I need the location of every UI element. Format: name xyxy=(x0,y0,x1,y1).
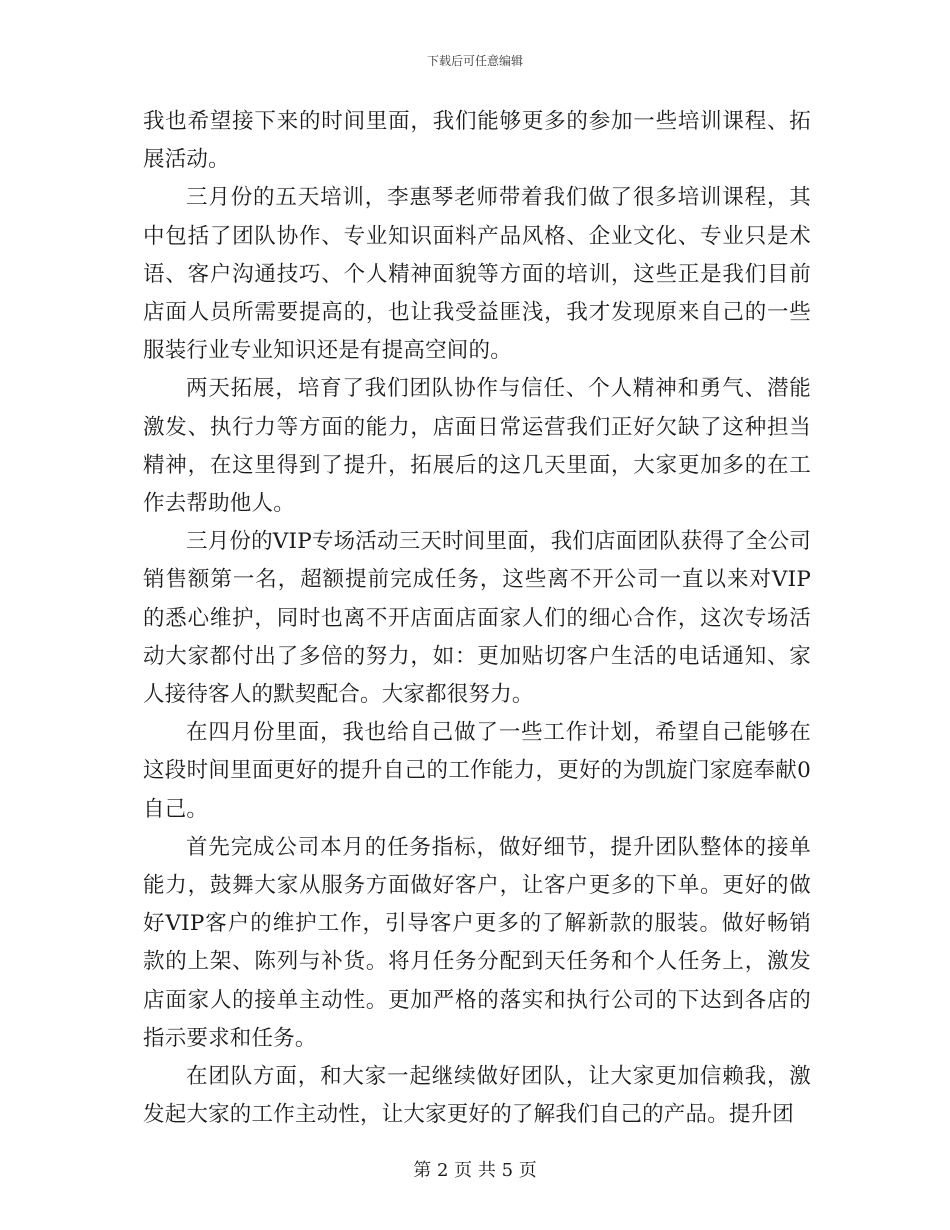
paragraph-outdoor-training: 两天拓展，培育了我们团队协作与信任、个人精神和勇气、潜能激发、执行力等方面的能力，店面日常运营我们正好欠缺了这种担当精神，在这里得到了提升，拓展后的这几天里面，大家更加多的在工作去帮助他人。 xyxy=(143,376,811,517)
paragraph-task-goals: 首先完成公司本月的任务指标，做好细节，提升团队整体的接单能力，鼓舞大家从服务方面做好客户，让客户更多的下单。更好的做好VIP客户的维护工作，引导客户更多的了解新款的服装。做好畅销款的上架、陈列与补货。将月任务分配到天任务和个人任务上，激发店面家人的接单主动性。更加严格的落实和执行公司的下达到各店的指示要求和任务。 xyxy=(143,834,811,1051)
page-footer: 第 2 页 共 5 页 xyxy=(413,1160,537,1181)
document-body xyxy=(143,103,811,1134)
paragraph-vip-event: 三月份的VIP专场活动三天时间里面，我们店面团队获得了全公司销售额第一名，超额提前完成任务，这些离不开公司一直以来对VIP的悉心维护，同时也离不开店面店面家人们的细心合作，这次专场活动大家都付出了多倍的努力，如：更加贴切客户生活的电话通知、家人接待客人的默契配合。大家都很努力。 xyxy=(143,529,811,708)
page-header: 下载后可任意编辑 xyxy=(426,54,523,68)
paragraph-continuation: 我也希望接下来的时间里面，我们能够更多的参加一些培训课程、拓展活动。 xyxy=(143,109,811,173)
paragraph-april-plan: 在四月份里面，我也给自己做了一些工作计划，希望自己能够在这段时间里面更好的提升自己的工作能力，更好的为凯旋门家庭奉献0自己。 xyxy=(143,720,811,822)
paragraph-training: 三月份的五天培训，李惠琴老师带着我们做了很多培训课程，其中包括了团队协作、专业知识面料产品风格、企业文化、专业只是术语、客户沟通技巧、个人精神面貌等方面的培训，这些正是我们目前店面人员所需要提高的，也让我受益匪浅，我才发现原来自己的一些服装行业专业知识还是有提高空间的。 xyxy=(143,185,811,364)
paragraph-team: 在团队方面，和大家一起继续做好团队，让大家更加信赖我，激发起大家的工作主动性，让大家更好的了解我们自己的产品。提升团 xyxy=(143,1064,811,1128)
